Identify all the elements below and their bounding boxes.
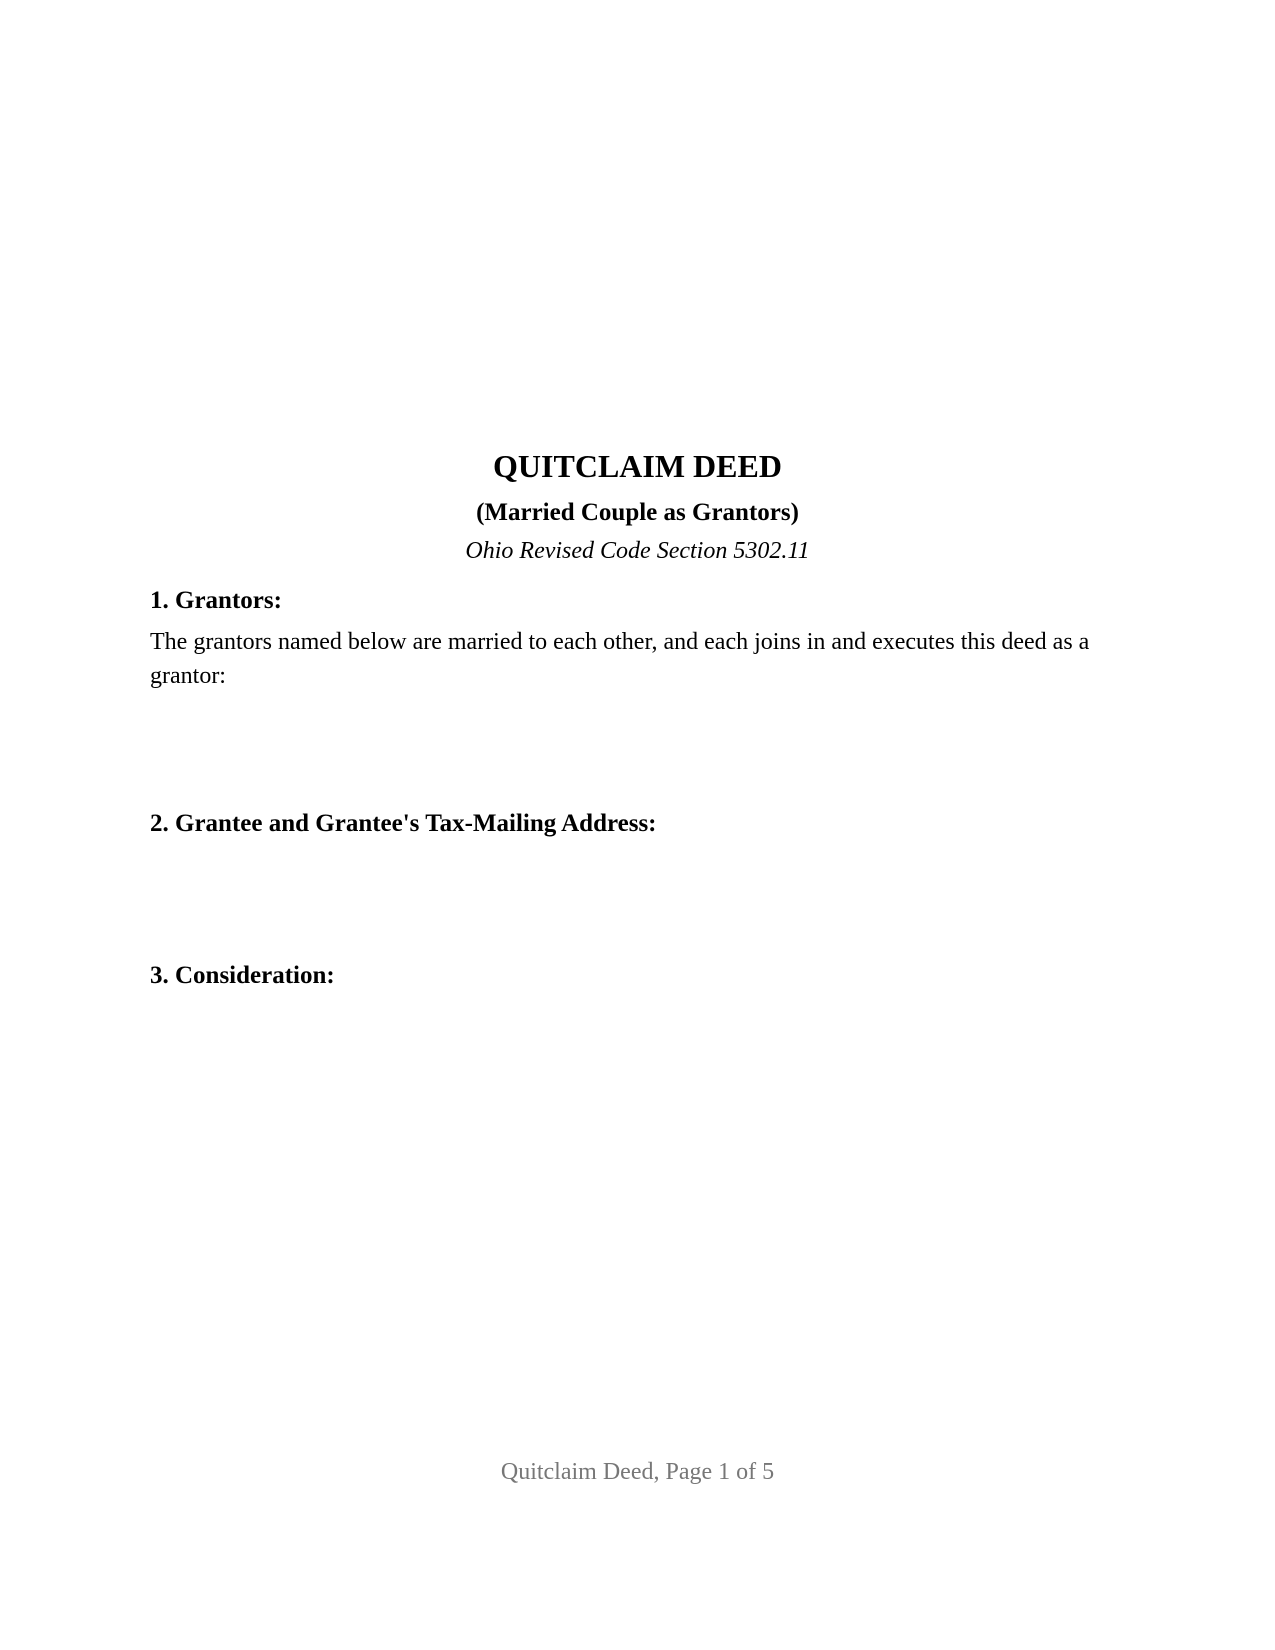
statute-reference: Ohio Revised Code Section 5302.11 (465, 538, 810, 564)
document-title: QUITCLAIM DEED (493, 448, 782, 484)
section-text-grantors: The grantors named below are married to each other, and each joins in and executes this deed as a grantor: (150, 629, 1090, 689)
section-heading-consideration: 3. Consideration: (150, 962, 335, 989)
document-subtitle: (Married Couple as Grantors) (476, 499, 799, 526)
section-heading-grantors: 1. Grantors: (150, 587, 282, 614)
section-heading-grantee: 2. Grantee and Grantee's Tax-Mailing Address: (150, 810, 657, 837)
page-footer: Quitclaim Deed, Page 1 of 5 (500, 1459, 775, 1485)
